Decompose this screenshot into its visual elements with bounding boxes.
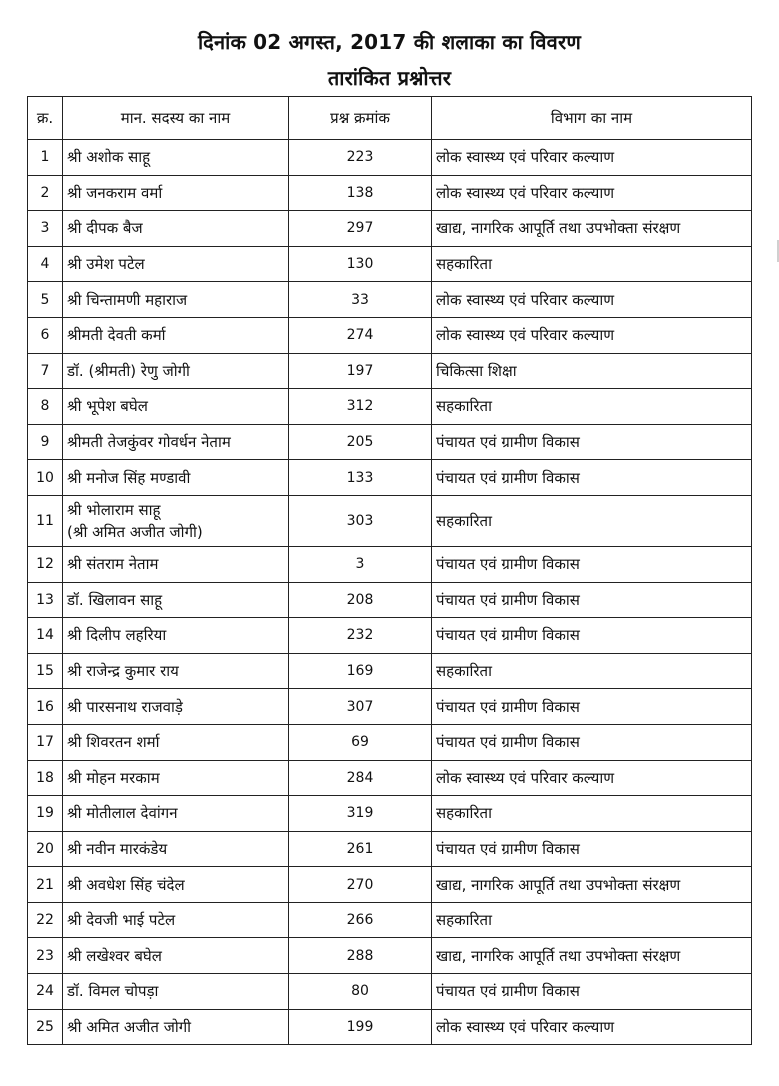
cell-serial: 22 xyxy=(28,902,63,938)
cell-question-number: 208 xyxy=(289,582,432,618)
cell-member-name: श्री संतराम नेताम xyxy=(63,546,289,582)
cell-serial: 12 xyxy=(28,546,63,582)
cell-member-name: श्रीमती तेजकुंवर गोवर्धन नेताम xyxy=(63,424,289,460)
cell-serial: 21 xyxy=(28,867,63,903)
cell-member-name: श्री मोहन मरकाम xyxy=(63,760,289,796)
cell-department: लोक स्वास्थ्य एवं परिवार कल्याण xyxy=(432,282,752,318)
cell-serial: 19 xyxy=(28,796,63,832)
cell-question-number: 80 xyxy=(289,974,432,1010)
cell-department: पंचायत एवं ग्रामीण विकास xyxy=(432,460,752,496)
cell-serial: 1 xyxy=(28,140,63,176)
table-header-row xyxy=(28,97,752,140)
cell-serial: 13 xyxy=(28,582,63,618)
cell-question-number: 197 xyxy=(289,353,432,389)
cell-question-number: 307 xyxy=(289,689,432,725)
table-row xyxy=(28,831,752,867)
cell-question-number: 130 xyxy=(289,246,432,282)
table-row xyxy=(28,902,752,938)
table-row xyxy=(28,796,752,832)
cell-serial: 18 xyxy=(28,760,63,796)
cell-serial: 20 xyxy=(28,831,63,867)
cell-member-name: श्री दिलीप लहरिया xyxy=(63,618,289,654)
table-row xyxy=(28,582,752,618)
cell-department: लोक स्वास्थ्य एवं परिवार कल्याण xyxy=(432,760,752,796)
table-row xyxy=(28,867,752,903)
cell-department: खाद्य, नागरिक आपूर्ति तथा उपभोक्ता संरक्षण xyxy=(432,938,752,974)
cell-department: लोक स्वास्थ्य एवं परिवार कल्याण xyxy=(432,140,752,176)
cell-department: पंचायत एवं ग्रामीण विकास xyxy=(432,618,752,654)
table-row xyxy=(28,1009,752,1045)
header-member-name: मान. सदस्य का नाम xyxy=(63,97,289,140)
cell-department: लोक स्वास्थ्य एवं परिवार कल्याण xyxy=(432,175,752,211)
cell-serial: 15 xyxy=(28,653,63,689)
cell-question-number: 138 xyxy=(289,175,432,211)
table-row xyxy=(28,724,752,760)
table-row xyxy=(28,424,752,460)
header-serial: क्र. xyxy=(28,97,63,140)
cell-member-name: श्री मनोज सिंह मण्डावी xyxy=(63,460,289,496)
cell-member-name: श्री जनकराम वर्मा xyxy=(63,175,289,211)
cell-department: सहकारिता xyxy=(432,653,752,689)
cell-department: पंचायत एवं ग्रामीण विकास xyxy=(432,546,752,582)
table-row xyxy=(28,175,752,211)
cell-question-number: 133 xyxy=(289,460,432,496)
cell-department: लोक स्वास्थ्य एवं परिवार कल्याण xyxy=(432,1009,752,1045)
cell-question-number: 288 xyxy=(289,938,432,974)
cell-member-name: श्री देवजी भाई पटेल xyxy=(63,902,289,938)
cell-department: सहकारिता xyxy=(432,902,752,938)
cell-member-name: श्री शिवरतन शर्मा xyxy=(63,724,289,760)
cell-department: खाद्य, नागरिक आपूर्ति तथा उपभोक्ता संरक्षण xyxy=(432,867,752,903)
cell-member-name: श्री पारसनाथ राजवाड़े xyxy=(63,689,289,725)
cell-serial: 4 xyxy=(28,246,63,282)
table-row xyxy=(28,618,752,654)
cell-member-name: डॉ. खिलावन साहू xyxy=(63,582,289,618)
document-title: दिनांक 02 अगस्त, 2017 की शलाका का विवरण xyxy=(197,30,581,54)
cell-department: पंचायत एवं ग्रामीण विकास xyxy=(432,424,752,460)
cell-serial: 25 xyxy=(28,1009,63,1045)
cell-question-number: 232 xyxy=(289,618,432,654)
cell-serial: 2 xyxy=(28,175,63,211)
cell-member-name: श्री अवधेश सिंह चंदेल xyxy=(63,867,289,903)
table-row xyxy=(28,653,752,689)
cell-department: सहकारिता xyxy=(432,246,752,282)
cell-member-name: श्री उमेश पटेल xyxy=(63,246,289,282)
cell-serial: 6 xyxy=(28,317,63,353)
cell-question-number: 261 xyxy=(289,831,432,867)
cell-question-number: 270 xyxy=(289,867,432,903)
table-row xyxy=(28,460,752,496)
cell-question-number: 33 xyxy=(289,282,432,318)
cell-department: पंचायत एवं ग्रामीण विकास xyxy=(432,689,752,725)
cell-question-number: 312 xyxy=(289,389,432,425)
cell-question-number: 284 xyxy=(289,760,432,796)
table-row xyxy=(28,317,752,353)
cell-serial: 23 xyxy=(28,938,63,974)
cell-member-name: श्री चिन्तामणी महाराज xyxy=(63,282,289,318)
cell-serial: 7 xyxy=(28,353,63,389)
cell-department: पंचायत एवं ग्रामीण विकास xyxy=(432,582,752,618)
table-row xyxy=(28,389,752,425)
table-row xyxy=(28,282,752,318)
member-name-line: श्री भोलाराम साहू xyxy=(67,500,161,519)
cell-member-name: डॉ. (श्रीमती) रेणु जोगी xyxy=(63,353,289,389)
cell-member-name: श्री लखेश्वर बघेल xyxy=(63,938,289,974)
cell-question-number: 297 xyxy=(289,211,432,247)
cell-department: खाद्य, नागरिक आपूर्ति तथा उपभोक्ता संरक्षण xyxy=(432,211,752,247)
cell-serial: 16 xyxy=(28,689,63,725)
cell-serial: 17 xyxy=(28,724,63,760)
cell-question-number: 169 xyxy=(289,653,432,689)
cell-question-number: 274 xyxy=(289,317,432,353)
table-row xyxy=(28,546,752,582)
cell-department: सहकारिता xyxy=(432,389,752,425)
cell-member-name: श्री दीपक बैज xyxy=(63,211,289,247)
table-row xyxy=(28,938,752,974)
table-row xyxy=(28,211,752,247)
cell-serial: 14 xyxy=(28,618,63,654)
cell-question-number: 303 xyxy=(289,495,432,546)
cell-department: सहकारिता xyxy=(432,495,752,546)
header-question-number: प्रश्न क्रमांक xyxy=(289,97,432,140)
cell-member-name: श्री राजेन्द्र कुमार राय xyxy=(63,653,289,689)
cell-question-number: 319 xyxy=(289,796,432,832)
questions-table xyxy=(27,96,752,1045)
table-row xyxy=(28,140,752,176)
table-row xyxy=(28,974,752,1010)
cell-question-number: 266 xyxy=(289,902,432,938)
cell-member-name: श्री अमित अजीत जोगी xyxy=(63,1009,289,1045)
cell-member-name xyxy=(63,495,289,546)
member-name-alt-line: (श्री अमित अजीत जोगी) xyxy=(67,522,203,541)
header-department: विभाग का नाम xyxy=(432,97,752,140)
table-row xyxy=(28,246,752,282)
cell-question-number: 205 xyxy=(289,424,432,460)
cell-member-name: डॉ. विमल चोपड़ा xyxy=(63,974,289,1010)
table-row xyxy=(28,760,752,796)
cell-question-number: 199 xyxy=(289,1009,432,1045)
cell-question-number: 223 xyxy=(289,140,432,176)
cell-question-number: 3 xyxy=(289,546,432,582)
cell-serial: 9 xyxy=(28,424,63,460)
document-subtitle: तारांकित प्रश्नोत्तर xyxy=(327,66,452,90)
cell-serial: 5 xyxy=(28,282,63,318)
cell-member-name: श्री भूपेश बघेल xyxy=(63,389,289,425)
cell-member-name: श्री अशोक साहू xyxy=(63,140,289,176)
cell-department: पंचायत एवं ग्रामीण विकास xyxy=(432,724,752,760)
cell-serial: 8 xyxy=(28,389,63,425)
cell-serial: 10 xyxy=(28,460,63,496)
cell-serial: 3 xyxy=(28,211,63,247)
cell-serial: 11 xyxy=(28,495,63,546)
cell-question-number: 69 xyxy=(289,724,432,760)
cell-department: चिकित्सा शिक्षा xyxy=(432,353,752,389)
cell-member-name: श्रीमती देवती कर्मा xyxy=(63,317,289,353)
cell-department: लोक स्वास्थ्य एवं परिवार कल्याण xyxy=(432,317,752,353)
cell-serial: 24 xyxy=(28,974,63,1010)
table-row xyxy=(28,495,752,546)
table-row xyxy=(28,689,752,725)
cell-department: पंचायत एवं ग्रामीण विकास xyxy=(432,974,752,1010)
cell-department: पंचायत एवं ग्रामीण विकास xyxy=(432,831,752,867)
table-row xyxy=(28,353,752,389)
table-body xyxy=(28,140,752,1045)
cell-department: सहकारिता xyxy=(432,796,752,832)
cell-member-name: श्री मोतीलाल देवांगन xyxy=(63,796,289,832)
cell-member-name: श्री नवीन मारकंडेय xyxy=(63,831,289,867)
